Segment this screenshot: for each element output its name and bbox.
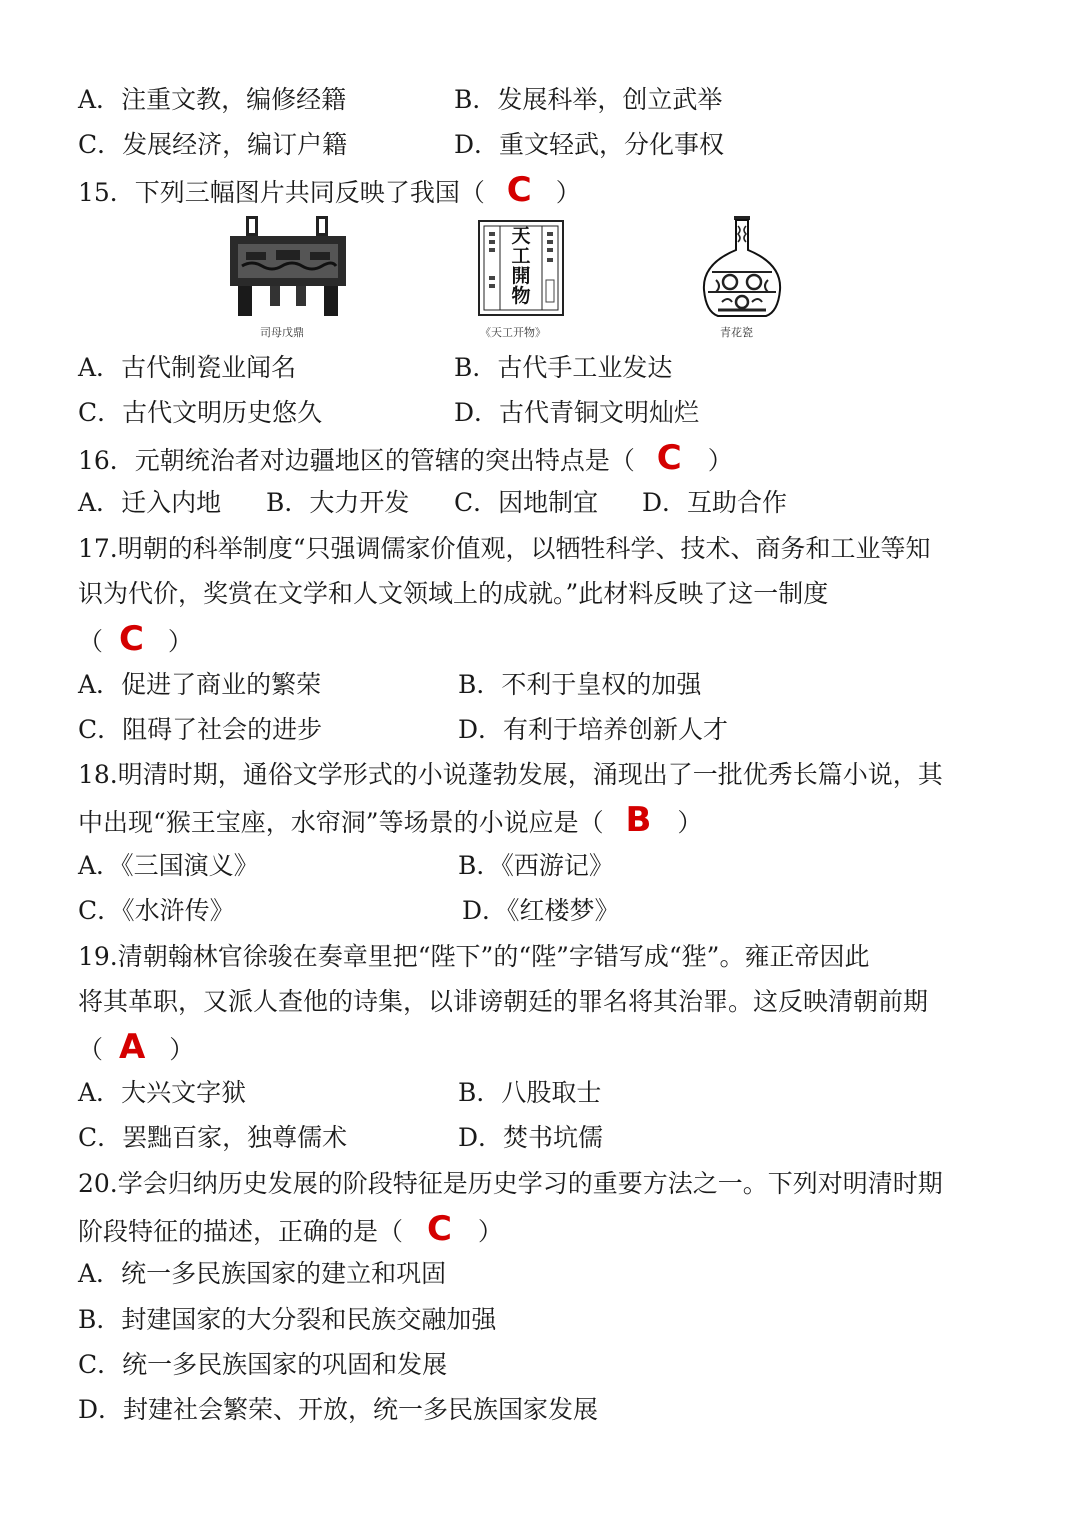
q18-stem-line-1: 18.明清时期，通俗文学形式的小说蓬勃发展，涌现出了一批优秀长篇小说，其 bbox=[78, 760, 943, 789]
q16-option-a: A．迁入内地 bbox=[78, 488, 222, 517]
q20-option-d: D．封建社会繁荣、开放，统一多民族国家发展 bbox=[78, 1395, 599, 1424]
q17-answer: C bbox=[118, 619, 144, 659]
q16-stem: 16．元朝统治者对边疆地区的管辖的突出特点是（ C ） bbox=[78, 438, 733, 478]
q18-option-a: A．《三国演义》 bbox=[78, 851, 259, 880]
q14-option-d: D．重文轻武，分化事权 bbox=[454, 130, 725, 159]
book-cover-title: 天工開物 bbox=[511, 225, 531, 307]
q17-option-b: B．不利于皇权的加强 bbox=[458, 670, 702, 699]
caption-vase: 青花瓷 bbox=[720, 326, 753, 339]
q15-option-b: B．古代手工业发达 bbox=[454, 353, 673, 382]
q14-option-c: C．发展经济，编订户籍 bbox=[78, 130, 348, 159]
q17-option-a: A．促进了商业的繁荣 bbox=[78, 670, 322, 699]
q19-option-c: C．罢黜百家，独尊儒术 bbox=[78, 1123, 348, 1152]
q16-option-c: C．因地制宜 bbox=[454, 488, 599, 517]
q19-answer: A bbox=[118, 1027, 146, 1067]
q19-option-row-1 bbox=[78, 1075, 602, 1111]
caption-ding: 司母戊鼎 bbox=[260, 326, 304, 339]
q20-answer: C bbox=[426, 1209, 452, 1249]
q20-option-a: A．统一多民族国家的建立和巩固 bbox=[78, 1259, 447, 1288]
q15-option-d: D．古代青铜文明灿烂 bbox=[454, 398, 700, 427]
q15-stem: 15．下列三幅图片共同反映了我国（ C ） bbox=[78, 170, 581, 210]
q15-option-row-1 bbox=[78, 350, 673, 386]
q14-option-a: A．注重文教，编修经籍 bbox=[78, 85, 347, 114]
q19-option-a: A．大兴文字狱 bbox=[78, 1078, 247, 1107]
q18-option-d: D．《红楼梦》 bbox=[462, 896, 620, 925]
q17-option-row-2 bbox=[78, 712, 729, 748]
q18-option-row-1 bbox=[78, 848, 614, 884]
q17-stem-line-2: 识为代价，奖赏在文学和人文领域上的成就。”此材料反映了这一制度 bbox=[78, 579, 829, 608]
q17-option-d: D．有利于培养创新人才 bbox=[458, 715, 729, 744]
q14-option-row-2 bbox=[78, 127, 725, 163]
q15-answer: C bbox=[506, 170, 532, 210]
q18-stem-line-2: 中出现“猴王宝座，水帘洞”等场景的小说应是（ B ） bbox=[78, 800, 703, 840]
q19-option-b: B．八股取士 bbox=[458, 1078, 602, 1107]
bronze-ding-icon bbox=[228, 214, 348, 319]
q17-option-row-1 bbox=[78, 667, 702, 703]
q19-stem-line-2: 将其革职，又派人查他的诗集，以诽谤朝廷的罪名将其治罪。这反映清朝前期 bbox=[78, 987, 929, 1016]
caption-book: 《天工开物》 bbox=[480, 326, 546, 339]
q17-option-c: C．阻碍了社会的进步 bbox=[78, 715, 323, 744]
q14-option-b: B．发展科举，创立武举 bbox=[454, 85, 723, 114]
q16-option-d: D．互助合作 bbox=[642, 488, 788, 517]
q20-stem-line-1: 20.学会归纳历史发展的阶段特征是历史学习的重要方法之一。下列对明清时期 bbox=[78, 1169, 943, 1198]
q18-answer: B bbox=[625, 800, 652, 840]
porcelain-vase-icon bbox=[700, 214, 784, 320]
q15-option-a: A．古代制瓷业闻名 bbox=[78, 353, 297, 382]
q18-option-b: B．《西游记》 bbox=[458, 851, 614, 880]
q15-option-row-2 bbox=[78, 395, 700, 431]
q16-option-row bbox=[78, 485, 788, 521]
q20-option-c: C．统一多民族国家的巩固和发展 bbox=[78, 1350, 448, 1379]
q19-option-d: D．焚书坑儒 bbox=[458, 1123, 604, 1152]
q15-option-c: C．古代文明历史悠久 bbox=[78, 398, 323, 427]
q18-option-c: C．《水浒传》 bbox=[78, 896, 235, 925]
q16-answer: C bbox=[656, 438, 682, 478]
q17-answer-line: （ C ） bbox=[78, 619, 193, 659]
q16-option-b: B．大力开发 bbox=[266, 488, 410, 517]
q14-option-row-1 bbox=[78, 82, 723, 118]
book-cover-icon bbox=[478, 220, 564, 316]
q20-option-b: B．封建国家的大分裂和民族交融加强 bbox=[78, 1305, 497, 1334]
q19-answer-line: （ A ） bbox=[78, 1027, 195, 1067]
q20-stem-line-2: 阶段特征的描述，正确的是（ C ） bbox=[78, 1209, 503, 1249]
q19-stem-line-1: 19.清朝翰林官徐骏在奏章里把“陛下”的“陛”字错写成“狴”。雍正帝因此 bbox=[78, 942, 870, 971]
q19-option-row-2 bbox=[78, 1120, 604, 1156]
q18-option-row-2 bbox=[78, 893, 620, 929]
q17-stem-line-1: 17.明朝的科举制度“只强调儒家价值观，以牺牲科学、技术、商务和工业等知 bbox=[78, 534, 931, 563]
